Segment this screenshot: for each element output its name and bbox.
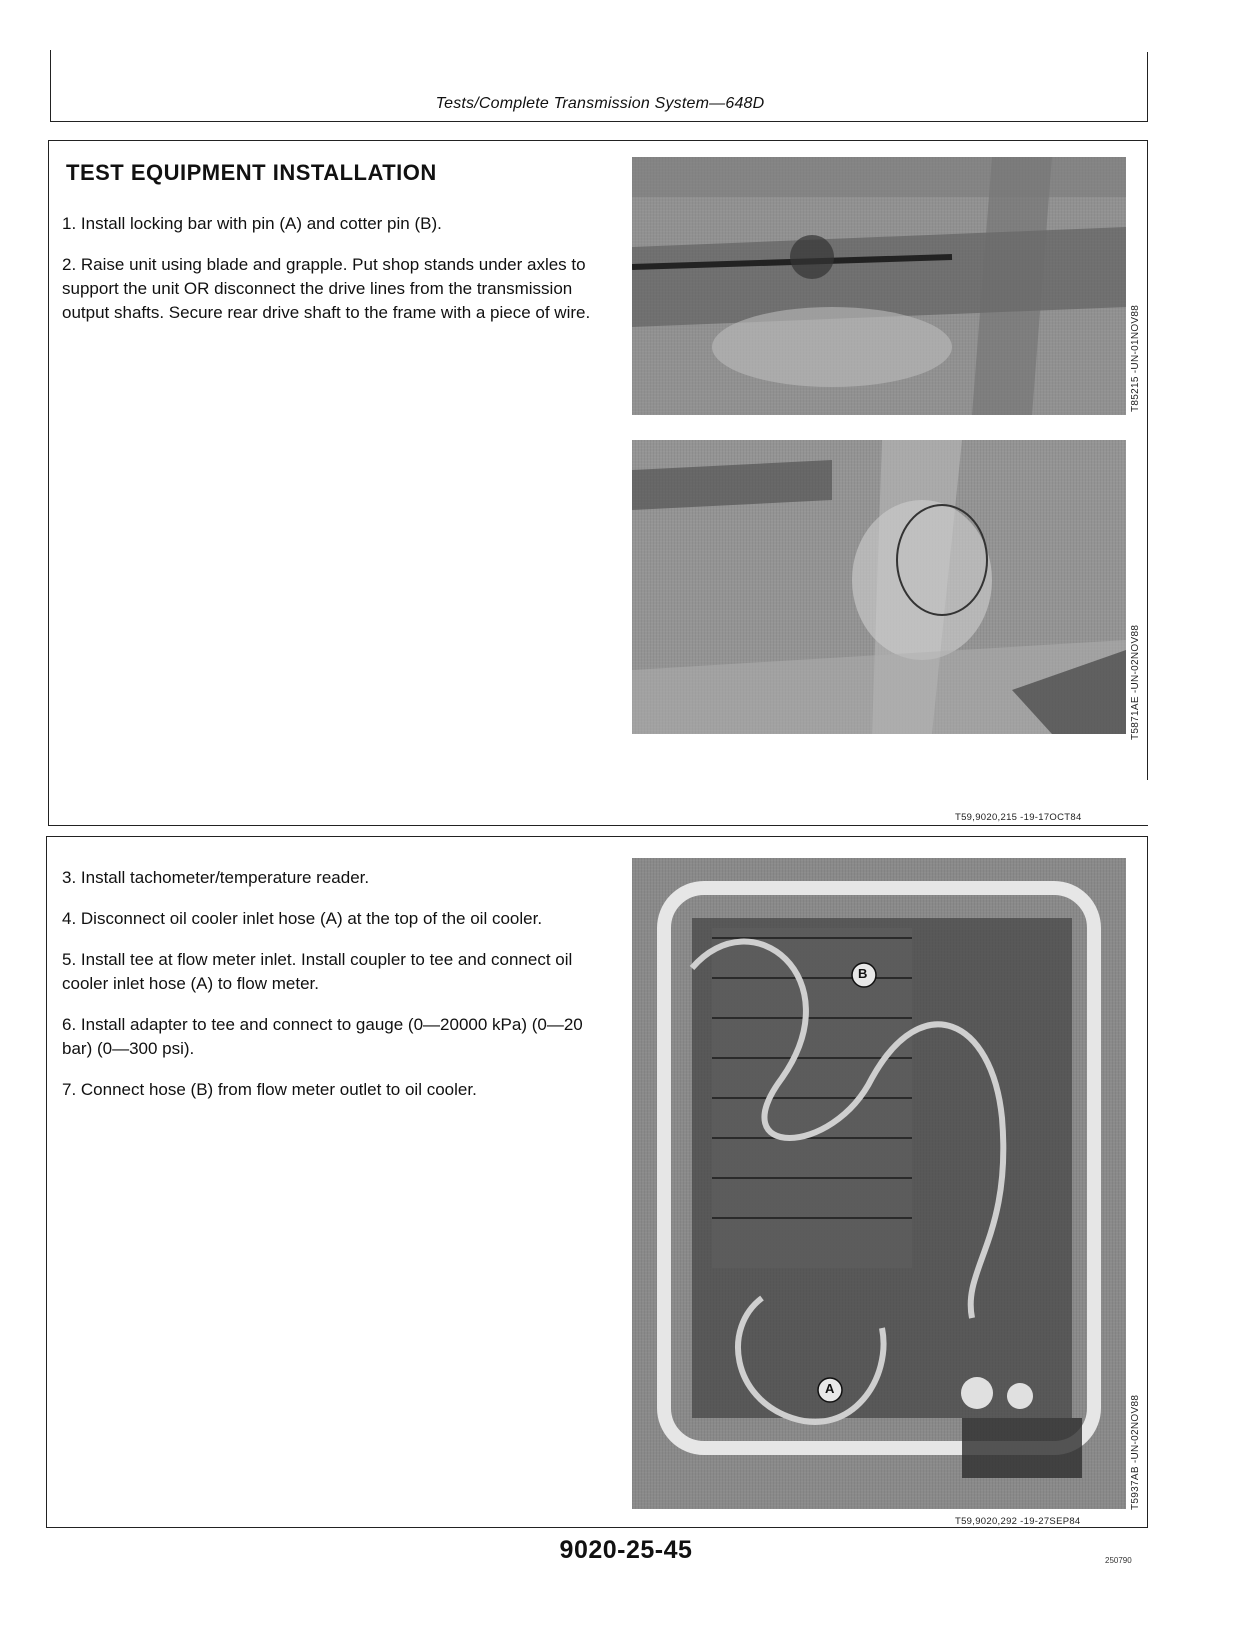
step-7: 7. Connect hose (B) from flow meter outlet to oil cooler. <box>62 1080 477 1099</box>
step-4: 4. Disconnect oil cooler inlet hose (A) at the top of the oil cooler. <box>62 909 543 928</box>
step-6: 6. Install adapter to tee and connect to gauge (0—20000 kPa) (0—20 bar) (0—300 psi). <box>62 1015 583 1058</box>
header-bottom-rule <box>50 121 1148 122</box>
section-title: TEST EQUIPMENT INSTALLATION <box>66 160 437 185</box>
print-code: 250790 <box>1105 1556 1132 1565</box>
section2-steps <box>62 866 610 1119</box>
step-5: 5. Install tee at flow meter inlet. Install coupler to tee and connect oil cooler inlet hose (A) to flow meter. <box>62 950 573 993</box>
oil-cooler-photo <box>632 858 1126 1509</box>
section2-left-rule <box>46 836 47 1528</box>
oil-cooler-photo-art <box>632 858 1126 1509</box>
section2-top-rule <box>46 836 1148 837</box>
section1-top-rule <box>48 140 1148 141</box>
callout-b: B <box>858 966 868 981</box>
section2-bottom-rule <box>46 1527 1148 1528</box>
running-header: Tests/Complete Transmission System—648D <box>435 95 765 112</box>
section1-bottom-rule <box>48 825 1148 826</box>
locking-bar-photo-art <box>632 157 1126 415</box>
page-number: 9020-25-45 <box>559 1536 693 1564</box>
locking-bar-photo <box>632 157 1126 415</box>
section1-steps <box>62 212 610 342</box>
section1-right-rule <box>1147 140 1148 780</box>
photo3-code: T5937AB -UN-02NOV88 <box>1130 1394 1141 1510</box>
step-2: 2. Raise unit using blade and grapple. Put shop stands under axles to support the unit OR disconnect the drive lines from the transmission output shafts. Secure rear drive shaft to the frame with a piece of wire. <box>62 255 591 322</box>
cotter-pin-photo <box>632 440 1126 734</box>
photo2-code: T5871AE -UN-02NOV88 <box>1130 624 1141 740</box>
step-3: 3. Install tachometer/temperature reader. <box>62 868 370 887</box>
cotter-pin-photo-art <box>632 440 1126 734</box>
section2-right-rule <box>1147 836 1148 1528</box>
callout-a: A <box>825 1381 835 1396</box>
section1-ref: T59,9020,215 -19-17OCT84 <box>955 812 1082 823</box>
section2-ref: T59,9020,292 -19-27SEP84 <box>955 1516 1081 1527</box>
step-1: 1. Install locking bar with pin (A) and cotter pin (B). <box>62 214 442 233</box>
section1-left-rule <box>48 140 49 826</box>
photo1-code: T85215 -UN-01NOV88 <box>1130 304 1141 412</box>
